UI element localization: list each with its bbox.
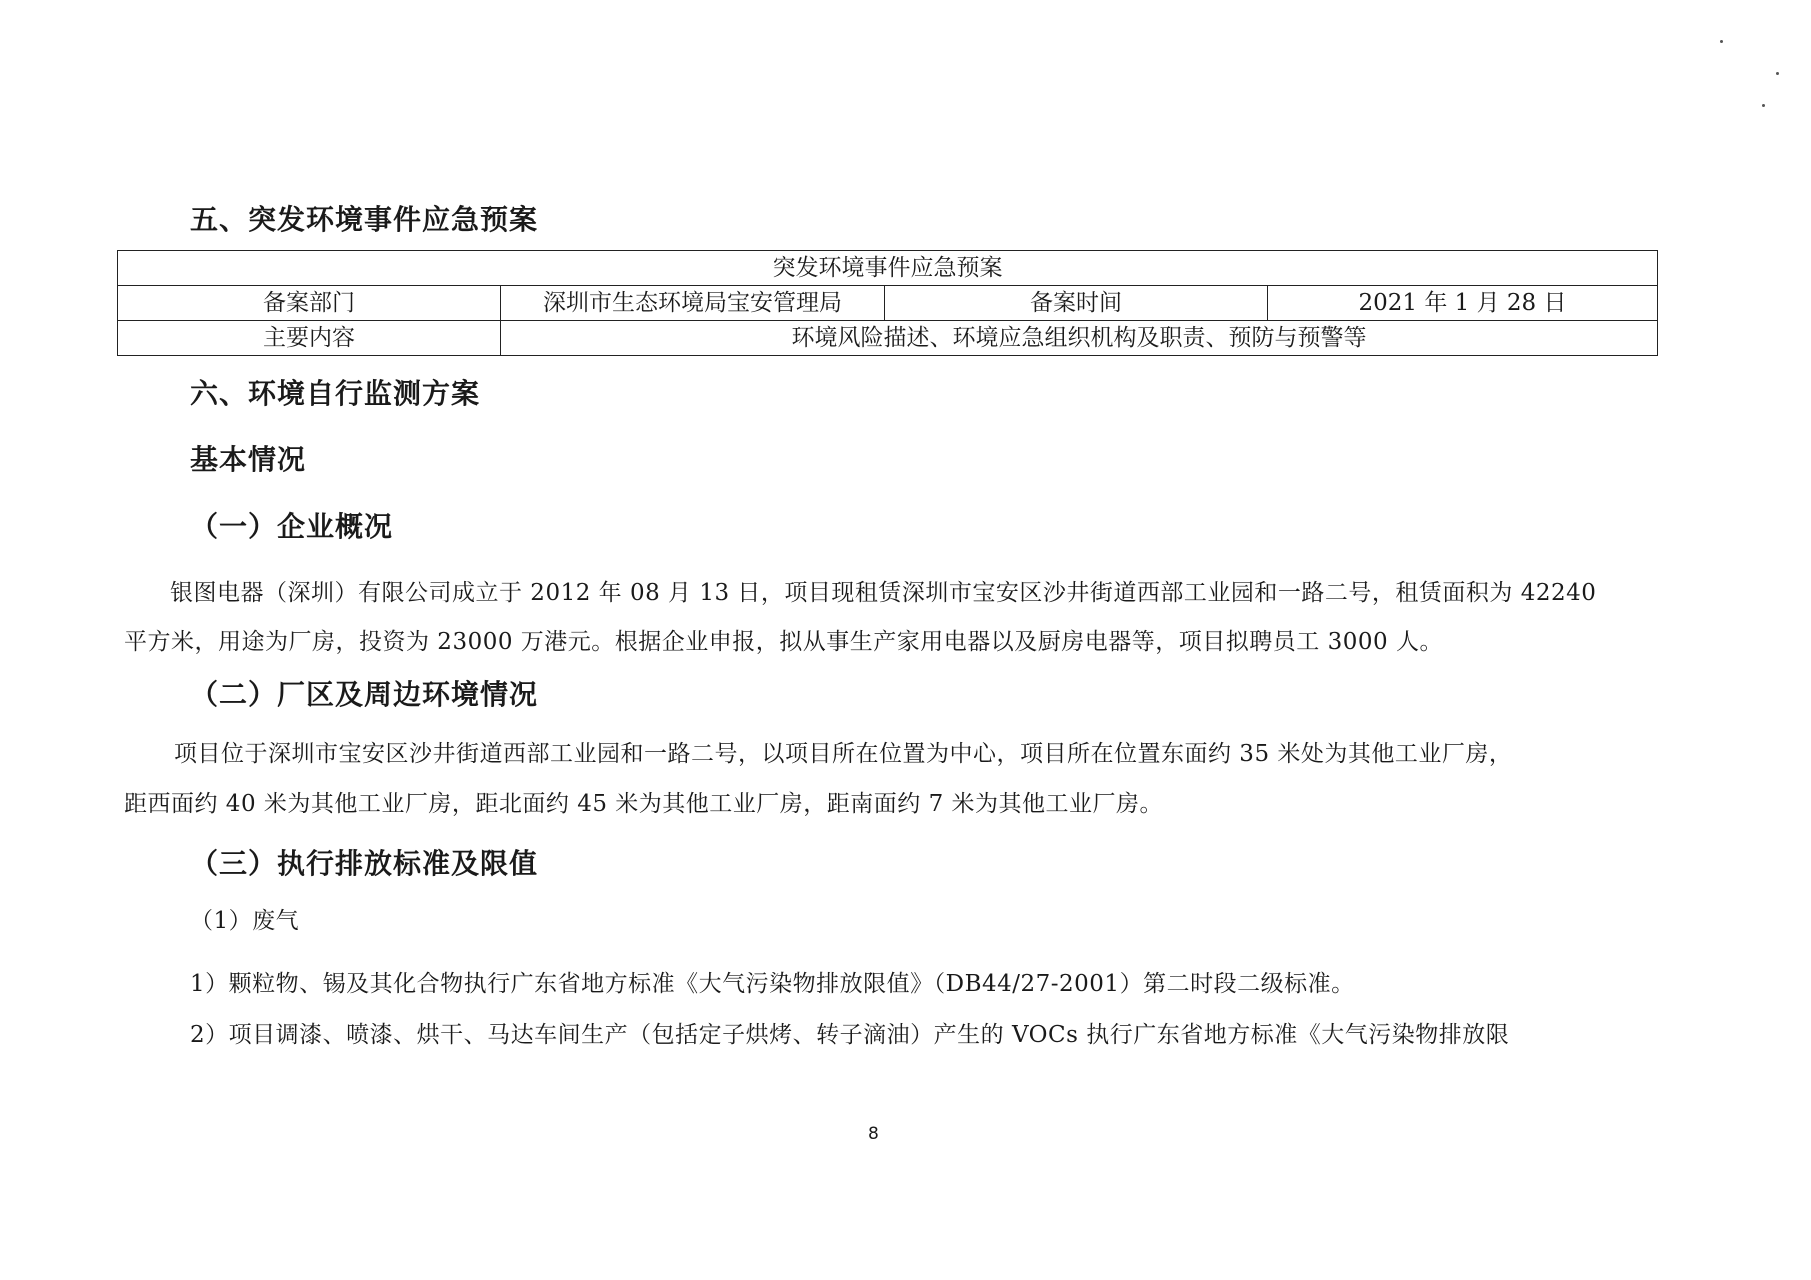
scan-speck — [1776, 72, 1779, 75]
sub-1-line-2: 平方米，用途为厂房，投资为 23000 万港元。根据企业申报，拟从事生产家用电器以及厨房电器等，项目拟聘员工 3000 人。 — [124, 629, 1443, 655]
sub-2-line-2: 距西面约 40 米为其他工业厂房，距北面约 45 米为其他工业厂房，距南面约 7 米为其他工业厂房。 — [124, 791, 1164, 817]
table-row — [118, 321, 1658, 356]
section-6-title: 六、环境自行监测方案 — [190, 377, 481, 410]
scan-speck — [1720, 40, 1723, 43]
sub-3-point-1: 1）颗粒物、锡及其化合物执行广东省地方标准《大气污染物排放限值》（DB44/27-2001）第二时段二级标准。 — [190, 971, 1355, 997]
scan-speck — [1762, 104, 1765, 107]
table-title: 突发环境事件应急预案 — [118, 251, 1658, 286]
main-content-value: 环境风险描述、环境应急组织机构及职责、预防与预警等 — [501, 321, 1658, 356]
sub-1-title: （一）企业概况 — [190, 510, 394, 543]
sub-2-line-1: 项目位于深圳市宝安区沙井街道西部工业园和一路二号，以项目所在位置为中心，项目所在位置东面约 35 米处为其他工业厂房， — [174, 741, 1513, 767]
page-number: 8 — [868, 1124, 879, 1144]
sub-3-title: （三）执行排放标准及限值 — [190, 847, 539, 880]
basic-info-heading: 基本情况 — [190, 443, 307, 476]
table-row — [118, 286, 1658, 321]
sub-3-point-2: 2）项目调漆、喷漆、烘干、马达车间生产（包括定子烘烤、转子滴油）产生的 VOCs 执行广东省地方标准《大气污染物排放限 — [190, 1022, 1510, 1048]
emergency-plan-table — [117, 250, 1658, 356]
filing-time-value: 2021 年 1 月 28 日 — [1268, 286, 1658, 321]
table-title-row — [118, 251, 1658, 286]
filing-time-label: 备案时间 — [885, 286, 1268, 321]
section-5-title: 五、突发环境事件应急预案 — [190, 203, 539, 236]
sub-1-line-1: 银图电器（深圳）有限公司成立于 2012 年 08 月 13 日，项目现租赁深圳市宝安区沙井街道西部工业园和一路二号，租赁面积为 42240 — [170, 580, 1597, 606]
sub-3-item-1: （1）废气 — [190, 908, 300, 934]
main-content-label: 主要内容 — [118, 321, 501, 356]
filing-dept-label: 备案部门 — [118, 286, 501, 321]
filing-dept-value: 深圳市生态环境局宝安管理局 — [501, 286, 885, 321]
sub-2-title: （二）厂区及周边环境情况 — [190, 678, 539, 711]
